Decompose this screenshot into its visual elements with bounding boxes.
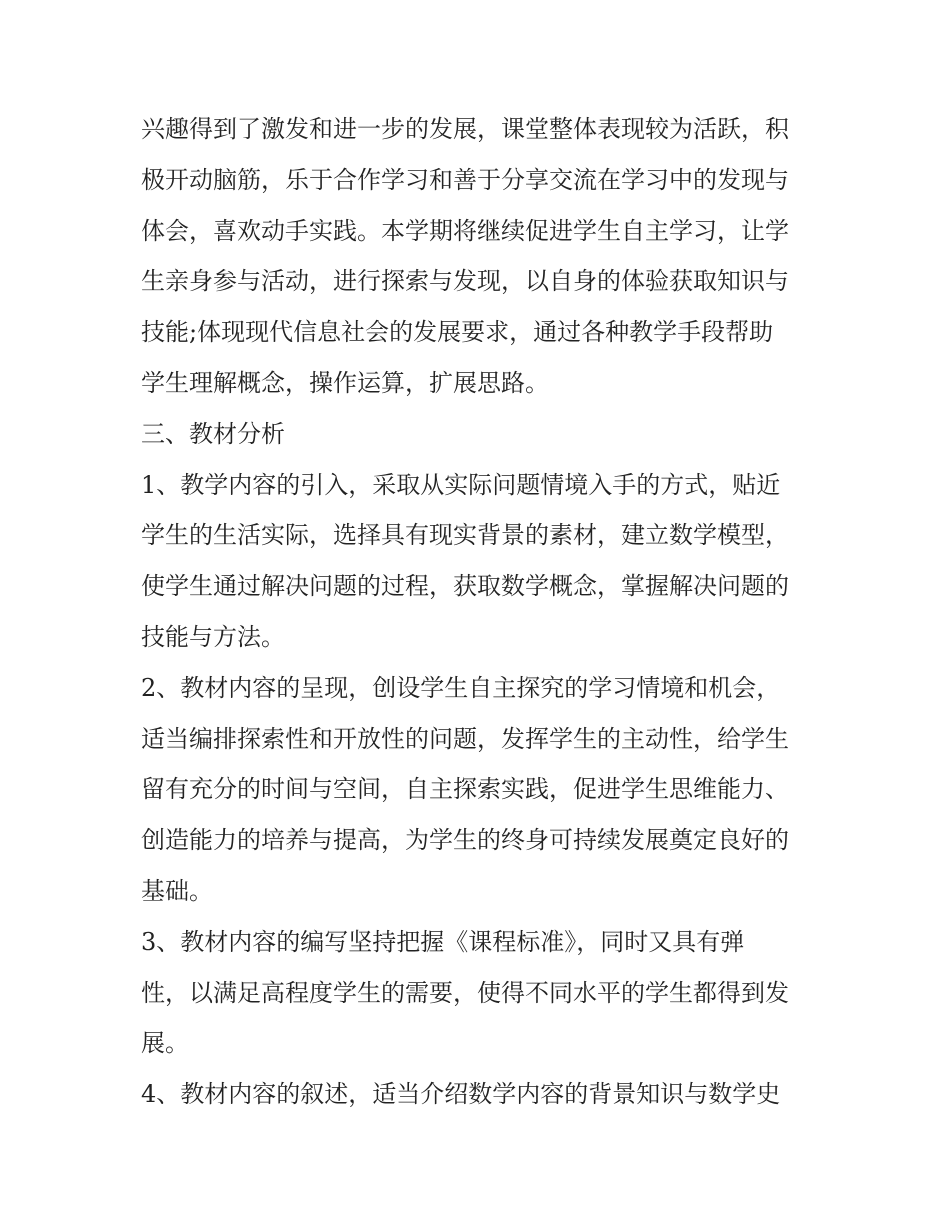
text-line: 适当编排探索性和开放性的问题，发挥学生的主动性，给学生 [141,724,789,753]
text-line: 技能;体现现代信息社会的发展要求，通过各种教学手段帮助 [141,318,774,347]
text-line: 学生理解概念，操作运算，扩展思路。 [141,368,549,397]
document-body [141,104,821,1120]
text-line: 创造能力的培养与提高，为学生的终身可持续发展奠定良好的 [141,826,789,855]
text-line: 学生的生活实际，选择具有现实背景的素材，建立数学模型， [141,521,789,550]
section-heading: 三、教材分析 [141,419,285,448]
text-line: 生亲身参与活动，进行探索与发现，以自身的体验获取知识与 [141,267,789,296]
text-line: 使学生通过解决问题的过程，获取数学概念，掌握解决问题的 [141,572,789,601]
text-line: 1、教学内容的引入，采取从实际问题情境入手的方式，贴近 [141,470,781,499]
text-line: 性，以满足高程度学生的需要，使得不同水平的学生都得到发 [141,978,789,1007]
text-line: 留有充分的时间与空间，自主探索实践，促进学生思维能力、 [141,775,789,804]
text-line: 基础。 [141,876,213,905]
text-line: 4、教材内容的叙述，适当介绍数学内容的背景知识与数学史 [141,1080,781,1109]
text-line: 兴趣得到了激发和进一步的发展，课堂整体表现较为活跃，积 [141,115,789,143]
text-line: 展。 [141,1029,189,1058]
text-line: 极开动脑筋，乐于合作学习和善于分享交流在学习中的发现与 [141,165,789,194]
text-line: 2、教材内容的呈现，创设学生自主探究的学习情境和机会， [141,673,781,702]
text-line: 技能与方法。 [141,622,285,651]
text-line: 体会，喜欢动手实践。本学期将继续促进学生自主学习，让学 [141,216,789,245]
text-line: 3、教材内容的编写坚持把握《课程标准》，同时又具有弹 [141,927,745,956]
